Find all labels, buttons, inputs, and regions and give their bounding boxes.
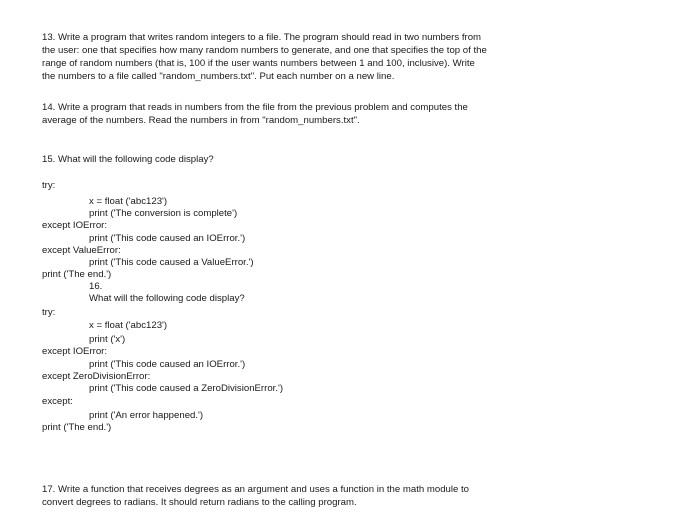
code-line-try: try:	[42, 307, 56, 318]
code-line: print ('This code caused an IOError.')	[89, 233, 246, 244]
question-17-line: 17. Write a function that receives degrees as an argument and uses a function in the math module to	[42, 484, 469, 495]
question-17-line: convert degrees to radians. It should return radians to the calling program.	[42, 497, 357, 508]
code-line: print ('This code caused a ValueError.')	[89, 257, 254, 268]
code-line-try: try:	[42, 180, 56, 191]
code-line-except: except ZeroDivisionError:	[42, 371, 151, 382]
code-line: print ('The end.')	[42, 269, 112, 280]
code-line-except: except IOError:	[42, 346, 108, 357]
question-16-number: 16.	[89, 281, 103, 292]
question-13-line: range of random numbers (that is, 100 if the user wants numbers between 1 and 100, inclusive). Write	[42, 58, 475, 69]
code-line: print ('This code caused an IOError.')	[89, 359, 246, 370]
code-line: print ('The conversion is complete')	[89, 208, 238, 219]
code-line: x = float ('abc123')	[89, 320, 168, 331]
question-13-line: the numbers to a file called "random_numbers.txt". Put each number on a new line.	[42, 71, 395, 82]
code-line-except: except ValueError:	[42, 245, 121, 256]
question-17	[42, 483, 562, 509]
question-13-line: the user: one that specifies how many random numbers to generate, and one that specifies the top of the	[42, 45, 487, 56]
question-13	[42, 31, 562, 83]
question-14	[42, 101, 562, 127]
code-line: print ('The end.')	[42, 422, 112, 433]
code-line: x = float ('abc123')	[89, 196, 168, 207]
code-line-except: except:	[42, 396, 73, 407]
code-line: print ('This code caused a ZeroDivisionError.')	[89, 383, 284, 394]
question-14-line: 14. Write a program that reads in numbers from the file from the previous problem and computes the	[42, 102, 468, 113]
question-14-line: average of the numbers. Read the numbers in from "random_numbers.txt".	[42, 115, 360, 126]
code-line: print ('x')	[89, 334, 126, 345]
question-16-heading: What will the following code display?	[89, 293, 245, 304]
question-13-line: 13. Write a program that writes random integers to a file. The program should read in two numbers from	[42, 32, 482, 43]
question-15-heading: 15. What will the following code display?	[42, 154, 214, 165]
code-line: print ('An error happened.')	[89, 410, 204, 421]
code-line-except: except IOError:	[42, 220, 108, 231]
